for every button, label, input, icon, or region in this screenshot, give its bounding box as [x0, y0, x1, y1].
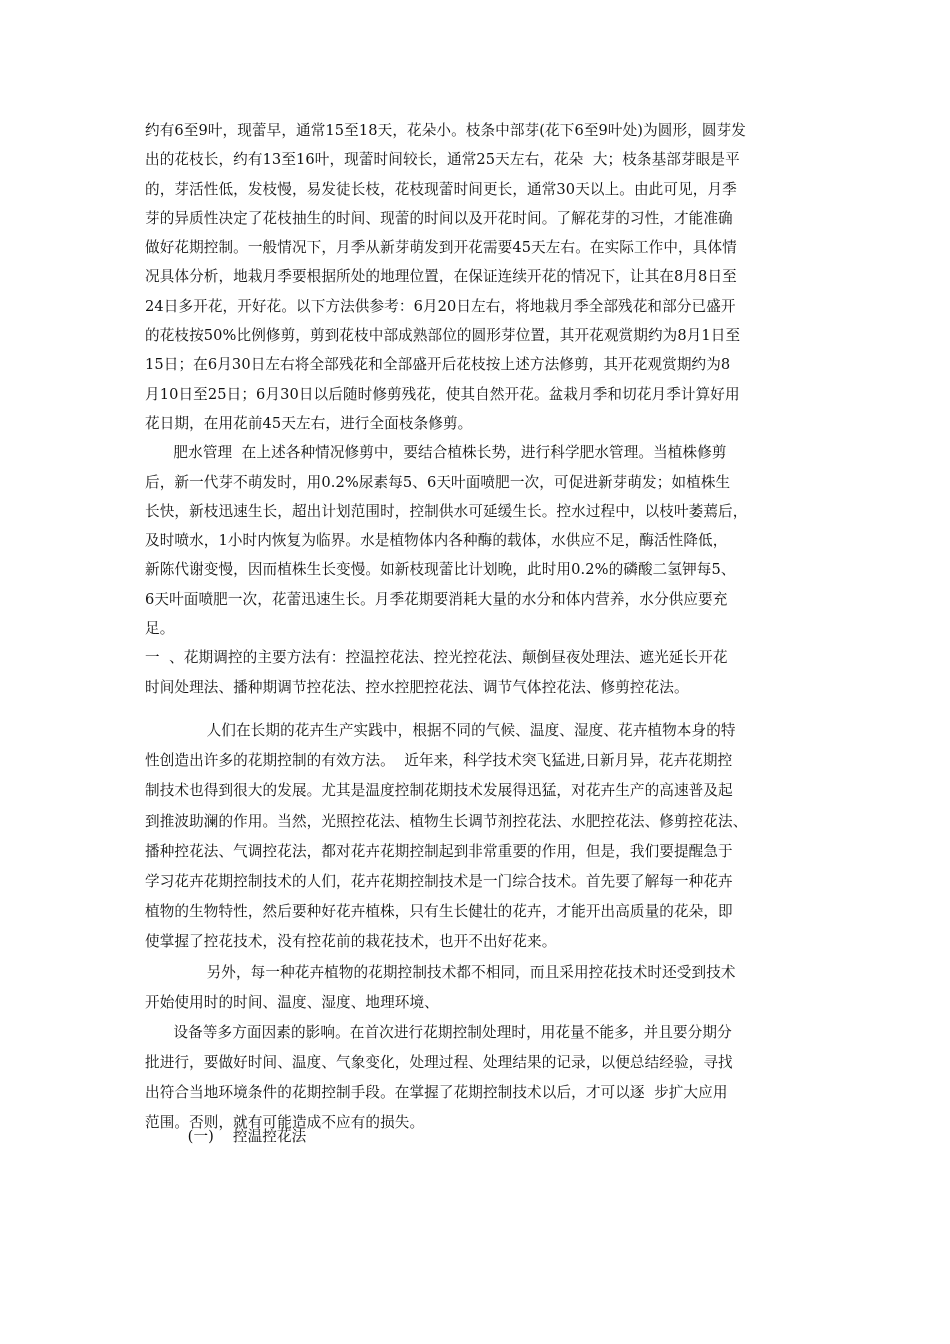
text-line: 性创造出许多的花期控制的有效方法。 近年来，科学技术突飞猛进,日新月异，花卉花期控	[145, 752, 733, 770]
paragraph-block-1	[145, 116, 813, 702]
text-line: 制技术也得到很大的发展。尤其是温度控制花期技术发展得迅猛，对花卉生产的高速普及起	[145, 782, 733, 800]
text-line: 15日；在6月30日左右将全部残花和全部盛开后花枝按上述方法修剪，其开花观赏期约为8	[145, 356, 731, 374]
text-line: 开始使用时的时间、温度、湿度、地理环境、	[145, 993, 439, 1011]
section-heading: (一) 控温控花法	[145, 1128, 307, 1145]
text-line: 花日期，在用花前45天左右，进行全面枝条修剪。	[145, 414, 473, 432]
text-line: 做好花期控制。一般情况下，月季从新芽萌发到开花需要45天左右。在实际工作中，具体情	[145, 239, 737, 257]
text-line: 后，新一代芽不萌发时，用0.2%尿素每5、6天叶面喷肥一次，可促进新芽萌发；如植株生	[145, 473, 731, 491]
text-line: 植物的生物特性，然后要种好花卉植株，只有生长健壮的花卉，才能开出高质量的花朵，即	[145, 903, 733, 921]
text-line: 的花枝按50%比例修剪，剪到花枝中部成熟部位的圆形芽位置，其开花观赏期约为8月1日至	[145, 327, 741, 345]
text-line: 约有6至9叶，现蕾早，通常15至18天，花朵小。枝条中部芽(花下6至9叶处)为圆形，圆芽发	[145, 122, 746, 139]
text-line: 批进行，要做好时间、温度、气象变化，处理过程、处理结果的记录，以便总结经验，寻找	[145, 1054, 733, 1072]
text-line: 新陈代谢变慢，因而植株生长变慢。如新枝现蕾比计划晚，此时用0.2%的磷酸二氢钾每5、	[145, 561, 736, 579]
text-line: 6天叶面喷肥一次，花蕾迅速生长。月季花期要消耗大量的水分和体内营养，水分供应要充	[145, 590, 728, 608]
text-line: 况具体分析，地栽月季要根据所处的地理位置，在保证连续开花的情况下，让其在8月8日至	[145, 268, 737, 286]
text-line: 人们在长期的花卉生产实践中，根据不同的气候、温度、湿度、花卉植物本身的特	[145, 722, 736, 739]
text-line: 范围。否则，就有可能造成不应有的损失。	[145, 1114, 425, 1132]
text-line: 出的花枝长，约有13至16叶，现蕾时间较长，通常25天左右，花朵 大；枝条基部芽眼是平	[145, 151, 740, 169]
text-line: 肥水管理 在上述各种情况修剪中，要结合植株长势，进行科学肥水管理。当植株修剪	[145, 444, 727, 462]
text-line: 长快，新枝迅速生长，超出计划范围时，控制供水可延缓生长。控水过程中，以枝叶萎蔫后，	[145, 502, 748, 520]
text-line: 出符合当地环境条件的花期控制手段。在掌握了花期控制技术以后，才可以逐 步扩大应用	[145, 1084, 728, 1102]
text-line: 播种控花法、气调控花法，都对花卉花期控制起到非常重要的作用，但是，我们要提醒急于	[145, 842, 733, 860]
section-heading-block	[145, 1122, 813, 1151]
text-line: 芽的异质性决定了花枝抽生的时间、现蕾的时间以及开花时间。了解花芽的习性，才能准确	[145, 209, 733, 227]
text-line: 足。	[145, 620, 175, 638]
text-line: 的，芽活性低，发枝慢，易发徒长枝，花枝现蕾时间更长，通常30天以上。由此可见，月季	[145, 180, 737, 198]
text-line: 到推波助澜的作用。当然，光照控花法、植物生长调节剂控花法、水肥控花法、修剪控花法、	[145, 812, 748, 830]
text-line: 及时喷水，1小时内恢复为临界。水是植物体内各种酶的载体，水供应不足，酶活性降低，	[145, 532, 728, 550]
text-line: 学习花卉花期控制技术的人们，花卉花期控制技术是一门综合技术。首先要了解每一种花卉	[145, 872, 733, 890]
text-line: 月10日至25日；6月30日以后随时修剪残花，使其自然开花。盆栽月季和切花月季计算好用	[145, 385, 740, 403]
text-line: 时间处理法、播种期调节控花法、控水控肥控花法、调节气体控花法、修剪控花法。	[145, 678, 689, 696]
paragraph-block-2	[145, 716, 813, 1139]
text-line: 使掌握了控花技术，没有控花前的栽花技术，也开不出好花来。	[145, 933, 557, 951]
text-line: 一 、花期调控的主要方法有：控温控花法、控光控花法、颠倒昼夜处理法、遮光延长开花	[145, 649, 728, 667]
text-line: 设备等多方面因素的影响。在首次进行花期控制处理时，用花量不能多，并且要分期分	[145, 1023, 732, 1041]
text-line: 另外，每一种花卉植物的花期控制技术都不相同，而且采用控花技术时还受到技术	[145, 963, 736, 981]
text-line: 24日多开花，开好花。以下方法供参考：6月20日左右，将地栽月季全部残花和部分已盛开	[145, 297, 736, 315]
